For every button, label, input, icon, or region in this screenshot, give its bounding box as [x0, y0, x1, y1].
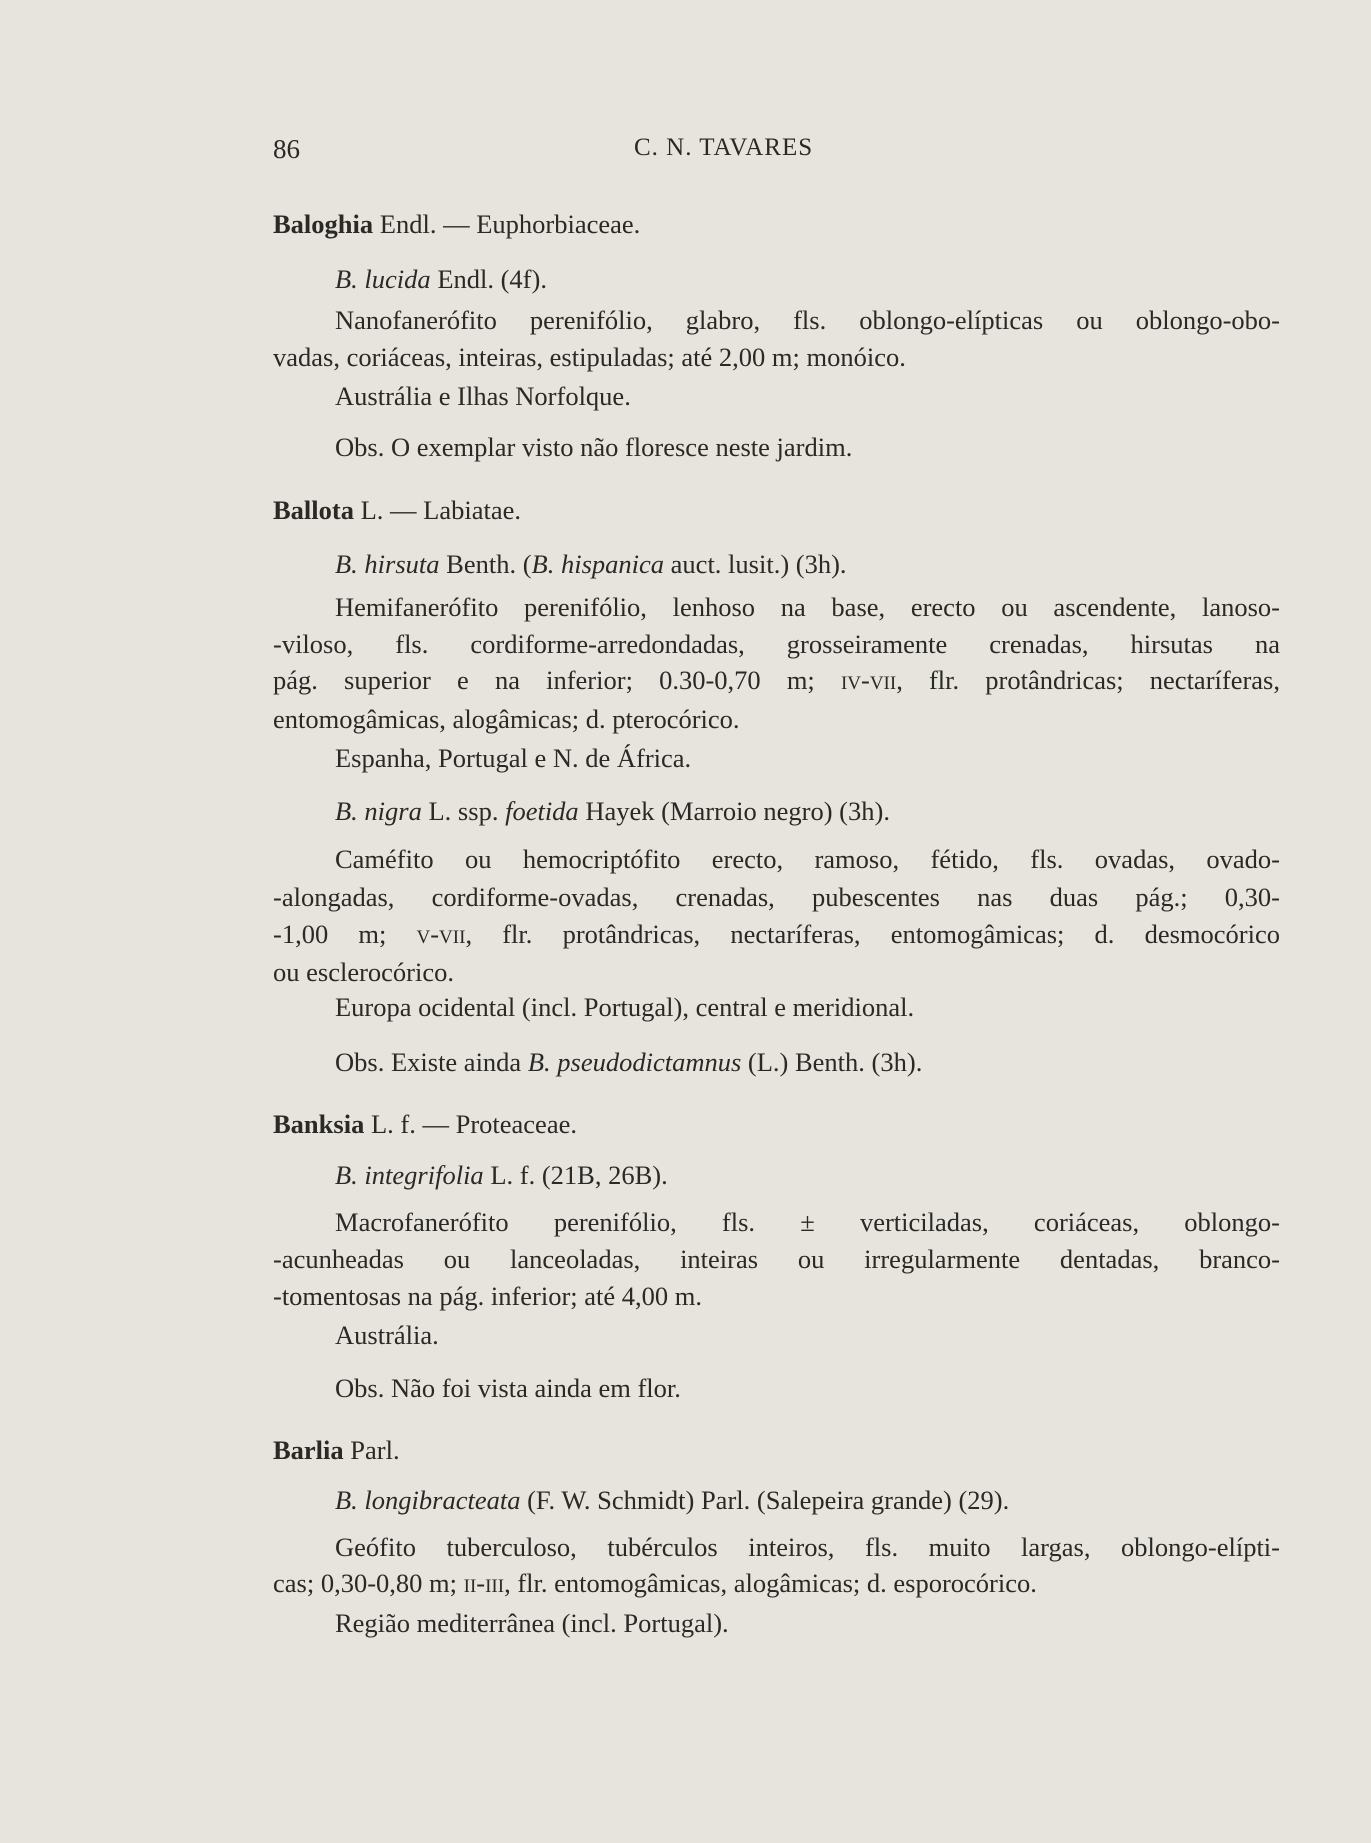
description-line	[273, 955, 1280, 989]
text-segment: L. f. (21B, 26B).	[483, 1160, 668, 1190]
taxon-name: B. nigra	[335, 796, 422, 826]
description-line	[273, 880, 1280, 914]
distribution-line	[335, 379, 1280, 413]
text-segment: ou esclerocórico.	[273, 957, 454, 987]
text-segment: , flr. protândricas; nectaríferas,	[896, 665, 1280, 695]
text-segment: -viloso, fls. cordiforme-arredondadas, grosseiramente crenadas, hirsutas na	[273, 629, 1280, 659]
distribution-line	[335, 1606, 1280, 1640]
description-line	[335, 1205, 1280, 1239]
text-segment: Geófito tuberculoso, tubérculos inteiros, fls. muito largas, oblongo-elípti-	[335, 1532, 1280, 1562]
taxon-name: B. hispanica	[531, 549, 665, 579]
text-segment: -alongadas, cordiforme-ovadas, crenadas, pubescentes nas duas pág.; 0,30-	[273, 882, 1280, 912]
text-segment: Endl. — Euphorbiaceae.	[373, 209, 641, 239]
taxon-name: B. pseudodictamnus	[527, 1047, 742, 1077]
observation-line	[335, 430, 1280, 464]
running-head: C. N. TAVARES	[634, 134, 814, 161]
taxon-name: B. hirsuta	[335, 549, 440, 579]
taxon-name: B. lucida	[335, 264, 431, 294]
description-line	[335, 303, 1280, 337]
genus-name: Banksia	[273, 1109, 365, 1139]
species-heading	[335, 794, 1280, 828]
description-line	[273, 1566, 1280, 1600]
observation-line	[335, 1371, 1280, 1405]
text-segment: , flr. entomogâmicas, alogâmicas; d. esporocórico.	[504, 1568, 1037, 1598]
text-segment: L. f. — Proteaceae.	[364, 1109, 577, 1139]
text-segment: -1,00 m;	[273, 919, 417, 949]
species-heading	[335, 1483, 1280, 1517]
genus-name: Barlia	[273, 1435, 344, 1465]
text-segment: Hayek (Marroio negro) (3h).	[578, 796, 890, 826]
text-segment: Obs. Não foi vista ainda em flor.	[335, 1373, 681, 1403]
description-line	[335, 842, 1280, 876]
text-segment: Nanofanerófito perenifólio, glabro, fls. oblongo-elípticas ou oblongo-obo-	[335, 305, 1280, 335]
genus-heading	[273, 493, 1280, 527]
text-segment: v-vii	[416, 919, 466, 949]
description-line	[335, 1530, 1280, 1564]
genus-heading	[273, 207, 1280, 241]
genus-heading	[273, 1107, 1280, 1141]
text-segment: -tomentosas na pág. inferior; até 4,00 m.	[273, 1281, 703, 1311]
genus-name: Ballota	[273, 495, 354, 525]
genus-name: Baloghia	[273, 209, 374, 239]
text-segment: iv-vii	[840, 665, 897, 695]
page-number: 86	[273, 134, 300, 164]
text-segment: Espanha, Portugal e N. de África.	[335, 743, 692, 773]
genus-heading	[273, 1433, 1280, 1467]
text-segment: cas; 0,30-0,80 m;	[273, 1568, 464, 1598]
distribution-line	[335, 741, 1280, 775]
text-segment: Macrofanerófito perenifólio, fls. ± verticiladas, coriáceas, oblongo-	[335, 1207, 1280, 1237]
text-segment: Austrália e Ilhas Norfolque.	[335, 381, 631, 411]
text-segment: (L.) Benth. (3h).	[741, 1047, 923, 1077]
description-line	[273, 1279, 1280, 1313]
text-segment: L. ssp.	[421, 796, 506, 826]
text-segment: entomogâmicas, alogâmicas; d. pterocórico.	[273, 704, 740, 734]
description-line	[335, 590, 1280, 624]
text-segment: -acunheadas ou lanceoladas, inteiras ou irregularmente dentadas, branco-	[273, 1244, 1280, 1274]
taxon-name: B. longibracteata	[335, 1485, 521, 1515]
text-segment: Hemifanerófito perenifólio, lenhoso na base, erecto ou ascendente, lanoso-	[335, 592, 1280, 622]
text-segment: Caméfito ou hemocriptófito erecto, ramoso, fétido, fls. ovadas, ovado-	[335, 844, 1280, 874]
description-line	[273, 702, 1280, 736]
text-segment: Benth. (	[439, 549, 532, 579]
text-segment: Parl.	[343, 1435, 400, 1465]
text-segment: Região mediterrânea (incl. Portugal).	[335, 1608, 729, 1638]
text-segment: Obs. O exemplar visto não floresce neste jardim.	[335, 432, 853, 462]
description-line	[273, 627, 1280, 661]
description-line	[273, 917, 1280, 951]
distribution-line	[335, 990, 1280, 1024]
species-heading	[335, 547, 1280, 581]
text-segment: L. — Labiatae.	[353, 495, 522, 525]
description-line	[273, 663, 1280, 697]
species-heading	[335, 1158, 1280, 1192]
description-line	[273, 340, 1280, 374]
text-segment: Austrália.	[335, 1320, 439, 1350]
species-heading	[335, 262, 1280, 296]
description-line	[273, 1242, 1280, 1276]
text-segment: (F. W. Schmidt) Parl. (Salepeira grande) (29).	[520, 1485, 1010, 1515]
observation-line	[335, 1045, 1280, 1079]
text-segment: pág. superior e na inferior; 0.30-0,70 m;	[273, 665, 841, 695]
distribution-line	[335, 1318, 1280, 1352]
text-segment: auct. lusit.) (3h).	[664, 549, 847, 579]
text-segment: Endl. (4f).	[430, 264, 547, 294]
text-segment: Europa ocidental (incl. Portugal), central e meridional.	[335, 992, 915, 1022]
taxon-name: B. integrifolia	[335, 1160, 484, 1190]
text-segment: ii-iii	[463, 1568, 505, 1598]
text-segment: , flr. protândricas, nectaríferas, entomogâmicas; d. desmocórico	[465, 919, 1280, 949]
text-segment: vadas, coriáceas, inteiras, estipuladas; até 2,00 m; monóico.	[273, 342, 906, 372]
taxon-name: foetida	[505, 796, 579, 826]
text-segment: Obs. Existe ainda	[335, 1047, 528, 1077]
